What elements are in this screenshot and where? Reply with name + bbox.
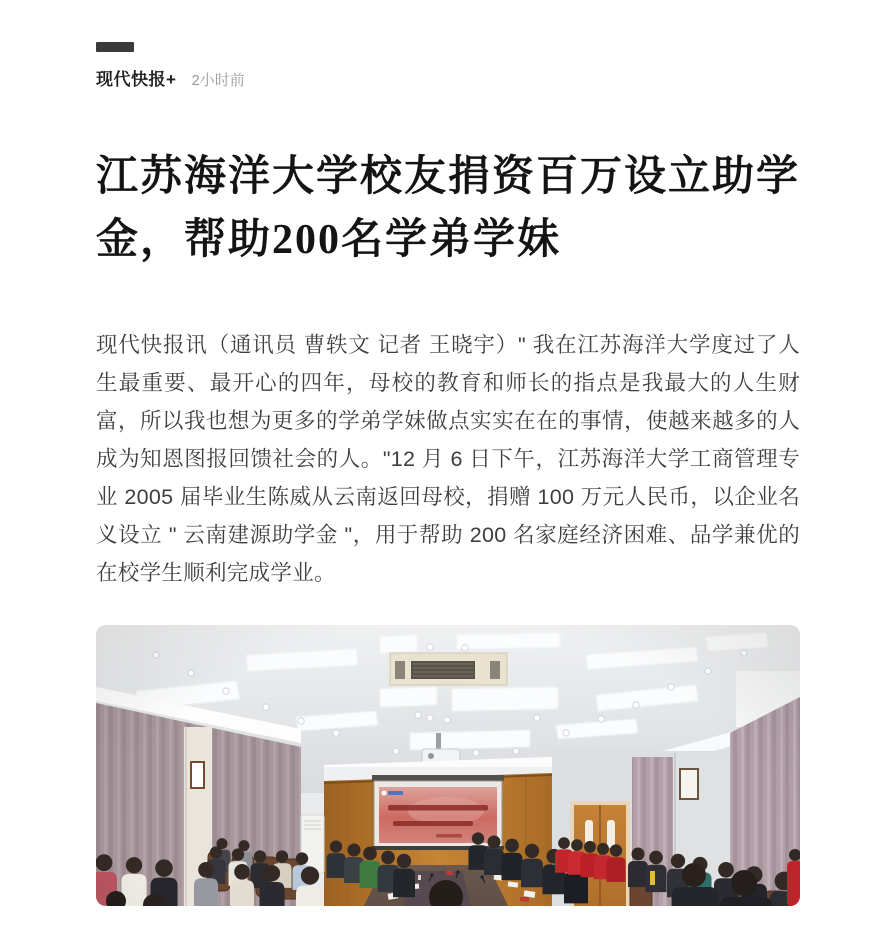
publisher-name[interactable]: 现代快报+ — [96, 70, 177, 89]
publish-time: 2小时前 — [191, 72, 245, 89]
byline-row — [96, 65, 800, 90]
article-photo[interactable] — [96, 625, 800, 906]
photo-vignette — [96, 625, 800, 906]
article-title: 江苏海洋大学校友捐资百万设立助学金，帮助200名学弟学妹 — [96, 154, 801, 263]
article-body-paragraph: 现代快报讯（通讯员 曹轶文 记者 王晓宇）" 我在江苏海洋大学度过了人生最重要、最开心的四年，母校的教育和师长的指点是我最大的人生财富，所以我也想为更多的学弟学妹做点实实在在的事情，使越来越多的人成为知恩图报回馈社会的人。"12 月 6 日下午，江苏海洋大学工商管理专业 2005 届毕业生陈威从云南返回母校，捐赠 100 万元人民币，以企业名义设立 " 云南建源助学金 "，用于帮助 200 名家庭经济困难、品学兼优的在校学生顺利完成学业。 — [96, 333, 800, 585]
article-page — [96, 42, 800, 906]
conference-room-photo — [96, 625, 800, 906]
publisher-logo-mark — [96, 42, 134, 52]
